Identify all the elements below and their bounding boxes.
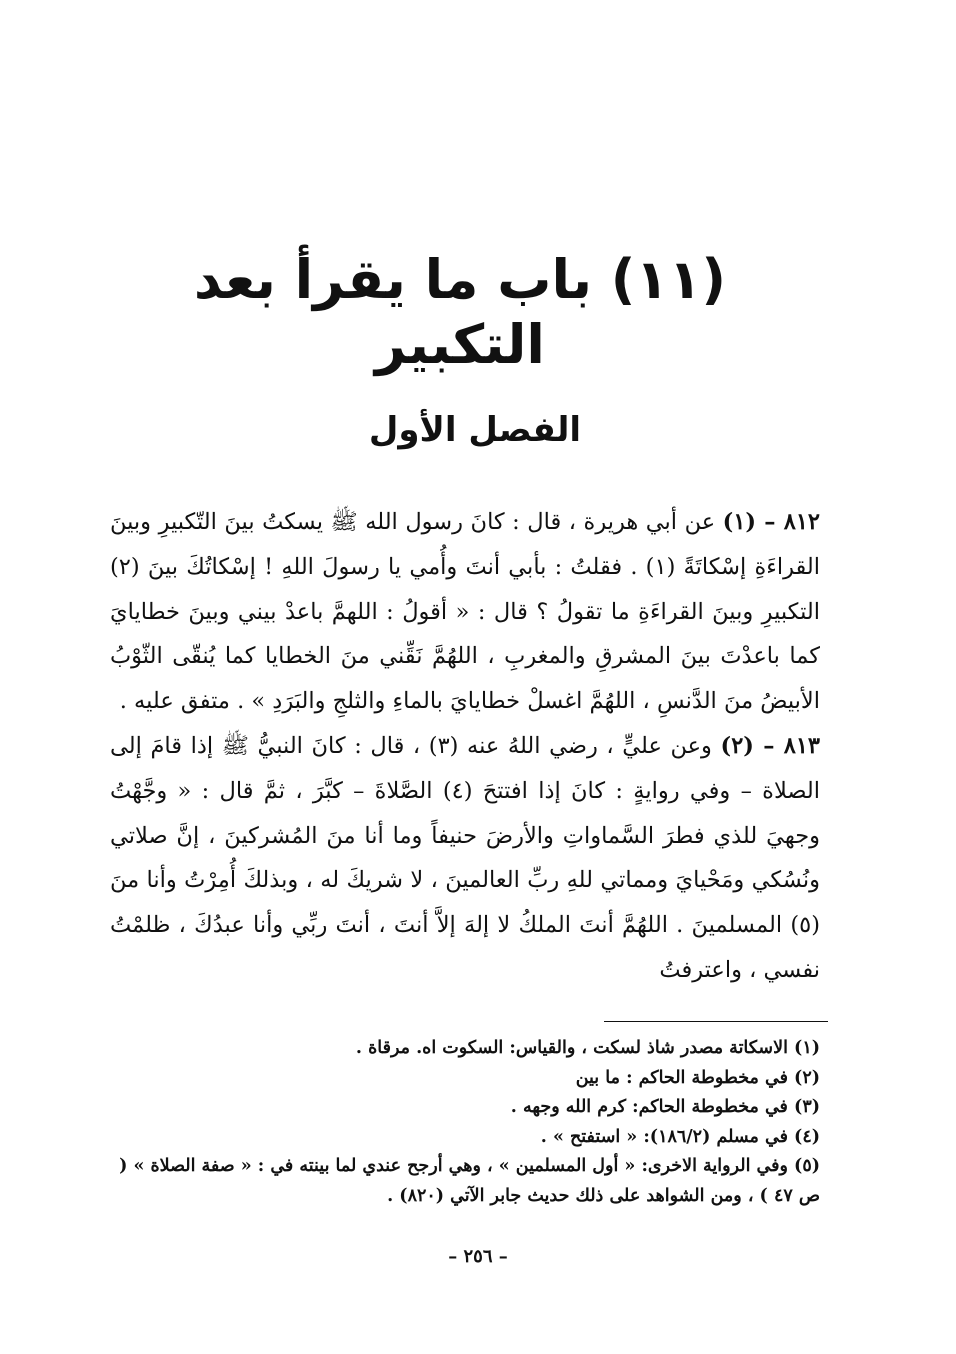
page-number: – ٢٥٦ – xyxy=(448,1246,508,1267)
footnote: (٢) في مخطوطة الحاكم : ما بين xyxy=(575,1067,820,1088)
hadith-number: ٨١٣ – (٢) xyxy=(720,732,821,759)
footnote: (٥) وفي الرواية الاخرى: « أول المسلمين » ، وهي أرجح عندي لما بينته في : « صفة الصلاة » ( ص ٤٧ ) ، ومن الشواهد على ذلك حديث جابر الآتي (٨٢٠) . xyxy=(119,1156,820,1206)
footnote-divider xyxy=(604,1021,828,1022)
hadith-text: عن أبي هريرة ، قال : كانَ رسول الله ﷺ يسكتُ بينَ التّكبيرِ وبينَ القراءَةِ إسْكاتَةً (١) . فقلتُ : بأبي أنتَ وأُمي يا رسولَ اللهِ ! إسْكاتُكَ بينَ (٢) التكبيرِ وبينَ القراءَةِ ما تقولُ ؟ قال : « أقولُ : اللهمَّ باعدْ بيني وبينَ خطايايَ كما باعدْتَ بينَ المشرقِ والمغربِ ، اللهُمَّ نَقِّني منَ الخطايا كما يُنقّى الثّوْبُ الأبيضُ منَ الدَّنسِ ، اللهُمَّ اغسلْ خطايايَ بالماءِ والثلجِ والبَرَدِ » . متفق عليه . xyxy=(110,509,820,715)
hadith-body xyxy=(110,500,820,993)
hadith-number: ٨١٢ – (١) xyxy=(722,509,820,535)
footnote: (٣) في مخطوطة الحاكم: كرم الله وجهه . xyxy=(510,1097,820,1117)
footnote: (٤) في مسلم (١٨٦/٢): « استفتح » . xyxy=(540,1126,820,1147)
chapter-title: (١١) باب ما يقرأ بعد التكبير xyxy=(193,248,727,376)
footnotes xyxy=(110,1034,820,1211)
hadith-text: وعن عليٍّ ، رضي اللهُ عنه (٣) ، قال : كانَ النبيُّ ﷺ إذا قامَ إلى الصلاة – وفي روايةٍ : كانَ إذا افتتحَ (٤) الصَّلاةَ – كبَّرَ ، ثمَّ قال : « وجَّهْتُ وجهيَ للذي فطرَ السَّماواتِ والأرضَ حنيفاً وما أنا منَ المُشركينَ ، إنَّ صلاتي ونُسُكي ومَحْيايَ ومماتي للهِ ربِّ العالمينَ ، لا شريكَ له ، وبذلكَ أُمِرْتُ وأنا منَ (٥) المسلمينَ . اللهُمَّ أنتَ الملكُ لا إلهَ إلاَّ أنتَ ، أنتَ ربِّي وأنا عبدُكَ ، ظلمْتُ نفسي ، واعترفتُ xyxy=(110,732,820,983)
hadith-paragraph xyxy=(110,500,820,724)
hadith-paragraph xyxy=(110,724,820,993)
footnote: (١) الاسكاتة مصدر شاذ لسكت ، والقياس: السكوت اه. مرقاة . xyxy=(355,1038,820,1058)
section-title: الفصل الأول xyxy=(368,410,582,450)
